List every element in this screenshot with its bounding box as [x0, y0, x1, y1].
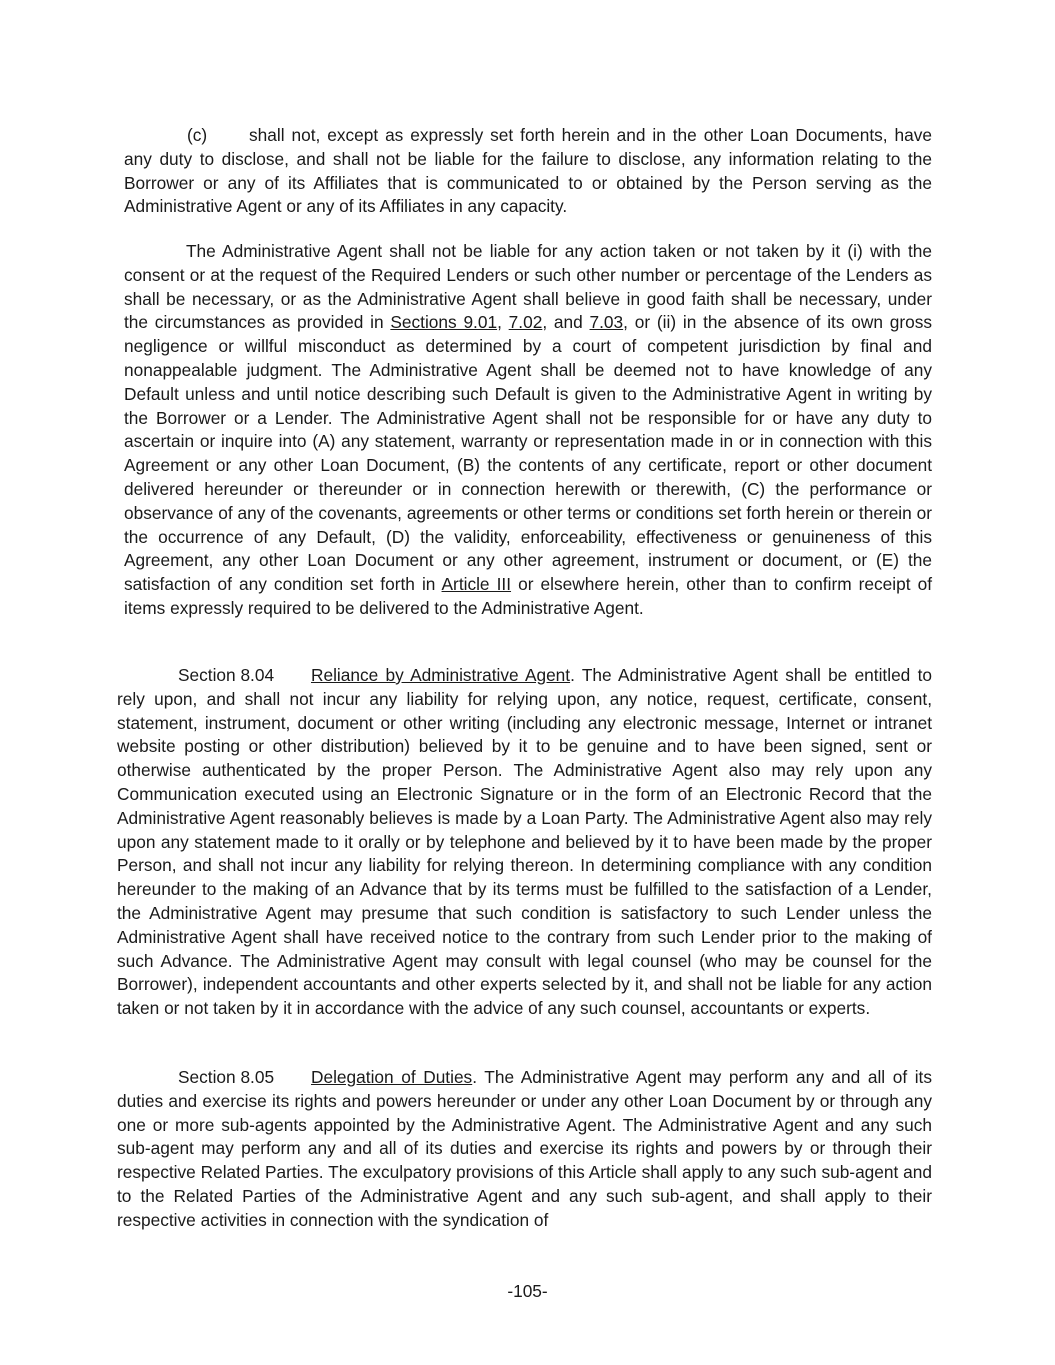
- liability-text-part1: The Administrative Agent shall not be liable for any action taken or not taken by it (i) with the consent or at the request of the Required Lenders or such other number or percentage of the Lenders as shall be necessary, or as the Administrative Agent shall believe in good faith shall be necessary, under the circumstances as provided in: [124, 241, 932, 333]
- liability-text-part3: or elsewhere herein, other than to confirm receipt of items expressly required to be delivered to the Administrative Agent.: [124, 574, 933, 618]
- section-8-05-paragraph: [117, 1066, 932, 1233]
- section-8-04-heading: Reliance by Administrative Agent: [311, 665, 571, 685]
- section-8-04-text: . The Administrative Agent shall be entitled to rely upon, and shall not incur any liability for relying upon, any notice, request, certificate, consent, statement, instrument, document or other writing (including any electronic message, Internet or intranet website posting or other distribution) believed by it to be genuine and to have been signed, sent or otherwise authenticated by the proper Person. The Administrative Agent also may rely upon any Communication executed using an Electronic Signature or in the form of an Electronic Record that the Administrative Agent reasonably believes is made by a Loan Party. The Administrative Agent also may rely upon any statement made to it orally or by telephone and believed by it to have been made by the proper Person, and shall not incur any liability for relying thereon. In determining compliance with any condition hereunder to the making of an Advance that by its terms must be fulfilled to the satisfaction of a Lender, the Administrative Agent may presume that such condition is satisfactory to such Lender unless the Administrative Agent shall have received notice to the contrary from such Lender prior to the making of such Advance. The Administrative Agent may consult with legal counsel (who may be counsel for the Borrower), independent accountants and other experts selected by it, and shall not be liable for any action taken or not taken by it in accordance with the advice of any such counsel, accountants or experts.: [117, 665, 932, 1019]
- sections-9-01-reference: Sections 9.01: [390, 312, 498, 333]
- section-8-05-heading: Delegation of Duties: [311, 1067, 473, 1087]
- liability-separator-1: ,: [497, 312, 509, 333]
- page-number: -105-: [507, 1281, 548, 1301]
- clause-c-paragraph: [124, 124, 932, 219]
- section-8-05-number: Section 8.05: [178, 1067, 275, 1087]
- section-8-04-number: Section 8.04: [178, 665, 275, 685]
- section-7-03-reference: 7.03: [589, 312, 624, 333]
- liability-text-part2: , or (ii) in the absence of its own gross negligence or willful misconduct as determined by a court of competent jurisdiction by final and nonappealable judgment. The Administrative Agent shall be deemed not to have knowledge of any Default unless and until notice describing such Default is given to the Administrative Agent in writing by the Borrower or a Lender. The Administrative Agent shall not be responsible for or have any duty to ascertain or inquire into (A) any statement, warranty or representation made in or in connection with this Agreement or any other Loan Document, (B) the contents of any certificate, report or other document delivered hereunder or thereunder or in connection herewith or therewith, (C) the performance or observance of any of the covenants, agreements or other terms or conditions set forth herein or therein or the occurrence of any Default, (D) the validity, enforceability, effectiveness or genuineness of this Agreement, any other Loan Document or any other agreement, instrument or document, or (E) the satisfaction of any condition set forth in: [124, 312, 933, 595]
- liability-separator-2: , and: [542, 312, 590, 333]
- section-8-04-paragraph: [117, 664, 932, 1021]
- article-iii-reference: Article III: [441, 574, 512, 595]
- section-7-02-reference: 7.02: [508, 312, 543, 333]
- liability-paragraph: [124, 240, 932, 621]
- clause-c-text: shall not, except as expressly set forth herein and in the other Loan Documents, have any duty to disclose, and shall not be liable for the failure to disclose, any information relating to the Borrower or any of its Affiliates that is communicated to or obtained by the Person serving as the Administrative Agent or any of its Affiliates in any capacity.: [124, 125, 932, 217]
- section-8-05-text: . The Administrative Agent may perform any and all of its duties and exercise its rights and powers hereunder or under any other Loan Document by or through any one or more sub-agents appointed by the Administrative Agent. The Administrative Agent and any such sub-agent may perform any and all of its duties and exercise its rights and powers by or through their respective Related Parties. The exculpatory provisions of this Article shall apply to any such sub-agent and to the Related Parties of the Administrative Agent and any such sub-agent, and shall apply to their respective activities in connection with the syndication of: [117, 1067, 933, 1230]
- clause-c-label: (c): [187, 125, 208, 145]
